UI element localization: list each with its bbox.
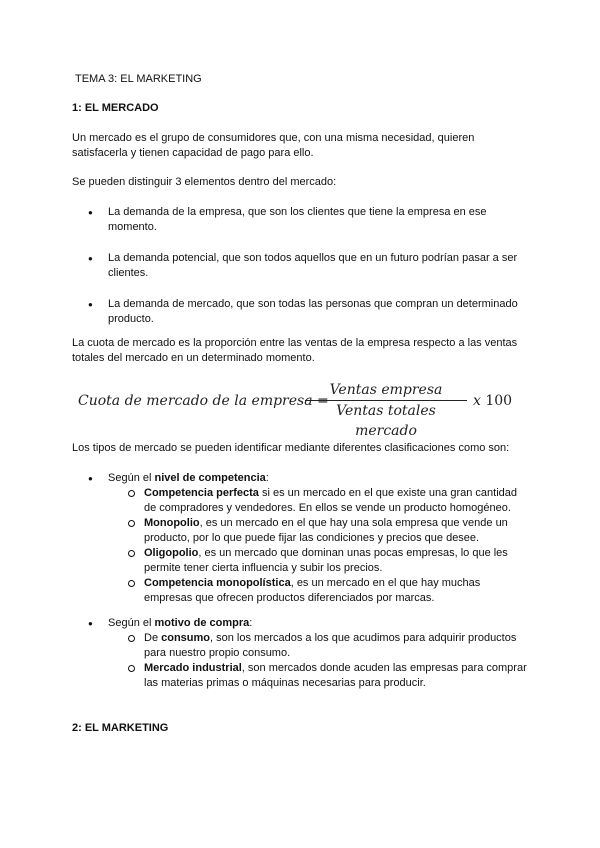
section-heading-mercado: 1: EL MERCADO [72,102,159,114]
competencia-list [72,471,528,606]
sublist-item-term: Competencia monopolística [144,577,291,589]
elements-intro: Se pueden distinguir 3 elementos dentro del mercado: [72,176,337,188]
list-item-text: La demanda de la empresa, que son los clientes que tiene la empresa en ese momento. [108,206,487,233]
sublist-item-term: Monopolio [144,517,200,529]
sublist-item-text: , son mercados donde acuden las empresas para comprar las materias primas o máquinas necesarias para producir. [144,662,527,689]
formula-factor: 100 [485,393,513,409]
sublist-item-text: , es un mercado en el que hay una sola empresa que vende un producto, por lo que puede fijar las condiciones y precios que desee. [144,517,508,544]
list-item-term: nivel de competencia [154,472,266,484]
sublist-item-text: , son los mercados a los que acudimos para adquirir productos para nuestro propio consumo. [144,632,517,659]
list-item-prefix: Según el [108,617,155,629]
list-item [72,616,528,691]
sublist-item [108,576,528,606]
sublist-item-term: Mercado industrial [144,662,242,674]
sublist-item [108,516,528,546]
list-item-text: La demanda potencial, que son todos aquellos que en un futuro podrían pasar a ser clientes. [108,252,518,279]
sublist-item [108,661,528,691]
list-item [72,205,528,235]
document-title: TEMA 3: EL MARKETING [75,73,202,85]
sublist-item [108,631,528,661]
formula-numerator: Ventas empresa [329,382,443,398]
formula-lhs: Cuota de mercado de la empresa = [78,393,329,409]
sublist-item-text: si es un mercado en el que existe una gran cantidad de compradores y vendedores. En ellos se vende un producto homogéneo. [144,487,517,514]
competencia-sublist [108,486,528,606]
sublist-item-term: Oligopolio [144,547,199,559]
sublist-item-term: Competencia perfecta [144,487,259,499]
sublist-item-pre: De [144,632,162,644]
sublist-item [108,486,528,516]
formula-multiplier [473,394,512,409]
formula-fraction [305,380,467,439]
cuota-paragraph: La cuota de mercado es la proporción entre las ventas de la empresa respecto a las ventas totales del mercado en un determinado momento. [72,337,518,364]
market-share-formula [78,380,518,439]
motivo-list [72,616,528,691]
list-item [72,297,528,327]
sublist-item-text: , es un mercado que dominan unas pocas empresas, lo que les permite tener cierta influencia y subir los precios. [144,547,508,574]
elements-list [72,205,528,327]
sublist-item [108,546,528,576]
list-item [72,471,528,606]
sublist-item-term: consumo [161,632,211,644]
list-item-term: motivo de compra [154,617,250,629]
list-item-text: La demanda de mercado, que son todas las personas que compran un determinado producto. [108,298,518,325]
section-heading-marketing: 2: EL MARKETING [72,722,169,734]
sublist-item-text: , es un mercado en el que hay muchas empresas que ofrecen productos diferenciados por marcas. [144,577,481,604]
list-item [72,251,528,281]
formula-denominator: Ventas totales mercado [336,403,436,439]
mercado-definition: Un mercado es el grupo de consumidores que, con una misma necesidad, quieren satisfacerla y tienen capacidad de pago para ello. [72,132,475,159]
list-item-suffix: : [249,617,253,629]
list-item-suffix: : [265,472,269,484]
formula-times: x [473,393,481,409]
list-item-prefix: Según el [108,472,155,484]
motivo-sublist [108,631,528,691]
tipos-intro: Los tipos de mercado se pueden identificar mediante diferentes clasificaciones como son: [72,442,510,454]
